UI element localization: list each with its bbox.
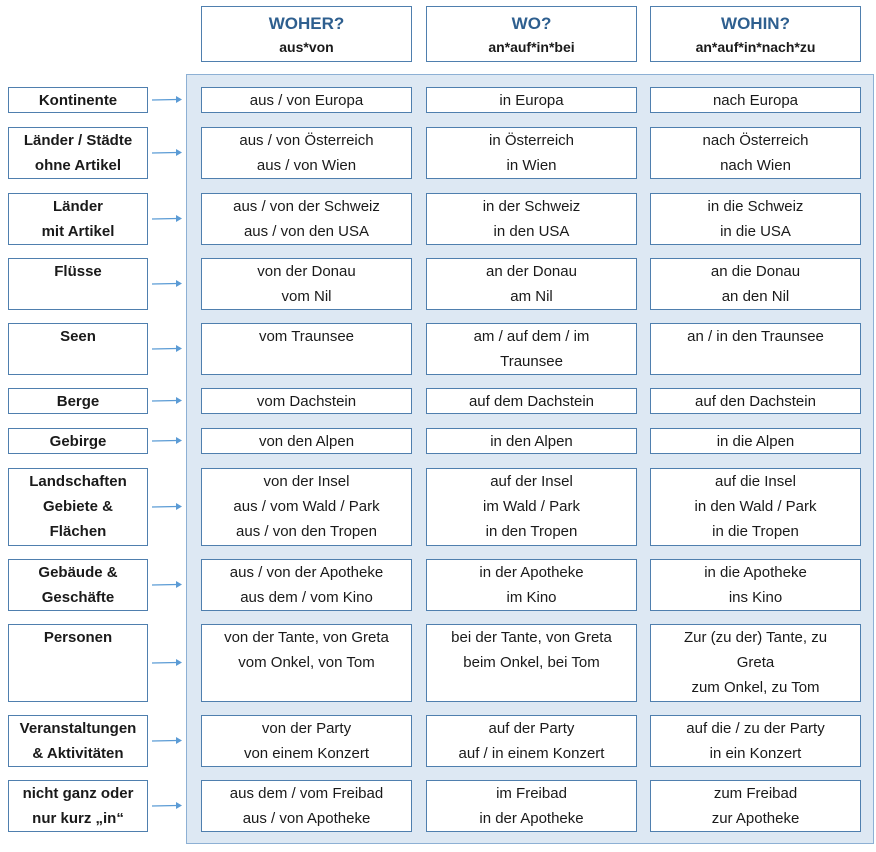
header-wohin xyxy=(650,6,861,62)
preposition-cell xyxy=(426,258,637,310)
category-text: Länder mit Artikel xyxy=(41,198,115,240)
preposition-cell xyxy=(426,87,637,113)
cell-line: auf der Insel xyxy=(490,473,573,490)
cell-line: in Europa xyxy=(499,92,564,109)
header-title: WOHIN? xyxy=(721,14,790,33)
cell-line: in den Wald / Park xyxy=(694,498,817,515)
cell-line: vom Dachstein xyxy=(256,393,357,410)
arrow-right-icon xyxy=(150,736,184,746)
arrow-right-icon xyxy=(150,436,184,446)
cell-line: zum Freibad xyxy=(713,785,798,802)
arrow-right-icon xyxy=(150,279,184,289)
header-prepositions: aus*von xyxy=(279,39,334,55)
header-title: WO? xyxy=(511,14,552,33)
preposition-cell xyxy=(201,388,412,414)
cell-line: Zur (zu der) Tante, zu xyxy=(683,629,828,646)
preposition-cell xyxy=(650,323,861,375)
arrow-right-icon xyxy=(150,396,184,406)
category-text: Veranstaltungen & Aktivitäten xyxy=(19,720,137,762)
category-label xyxy=(8,258,148,310)
cell-line: an / in den Traunsee xyxy=(687,328,824,345)
cell-line: aus / von Apotheke xyxy=(242,810,371,827)
cell-line: im Freibad xyxy=(496,785,567,802)
cell-line: Greta xyxy=(736,654,775,671)
preposition-cell xyxy=(201,715,412,767)
category-text: Landschaften Gebiete & Flächen xyxy=(29,473,127,540)
preposition-cell xyxy=(650,624,861,702)
preposition-cell xyxy=(650,87,861,113)
arrow-right-icon xyxy=(150,344,184,354)
cell-line: von der Tante, von Greta xyxy=(224,629,389,646)
preposition-cell xyxy=(426,559,637,611)
cell-line: in die USA xyxy=(720,223,791,240)
cell-line: aus / von Wien xyxy=(256,157,357,174)
header-prepositions: an*auf*in*nach*zu xyxy=(695,39,816,55)
preposition-cell xyxy=(650,193,861,245)
cell-line: vom Traunsee xyxy=(258,328,355,345)
cell-line: nach Europa xyxy=(712,92,799,109)
category-label xyxy=(8,388,148,414)
preposition-cell xyxy=(650,428,861,454)
category-label xyxy=(8,468,148,546)
category-text: Seen xyxy=(60,328,96,345)
cell-line: von der Party xyxy=(261,720,352,737)
cell-line: zum Onkel, zu Tom xyxy=(691,679,820,696)
cell-line: in Wien xyxy=(506,157,557,174)
cell-line: zur Apotheke xyxy=(711,810,800,827)
cell-line: in den Alpen xyxy=(490,433,573,450)
preposition-cell xyxy=(650,127,861,179)
category-label xyxy=(8,780,148,832)
preposition-cell xyxy=(426,468,637,546)
category-text: nicht ganz oder nur kurz „in“ xyxy=(22,785,134,827)
cell-line: auf die / zu der Party xyxy=(686,720,825,737)
cell-line: aus / von den Tropen xyxy=(236,523,377,540)
preposition-cell xyxy=(201,468,412,546)
category-text: Berge xyxy=(56,393,100,410)
cell-line: in den USA xyxy=(493,223,570,240)
category-text: Gebäude & Geschäfte xyxy=(38,564,118,606)
cell-line: aus / von Österreich xyxy=(239,132,374,149)
cell-line: bei der Tante, von Greta xyxy=(451,629,612,646)
cell-line: nach Österreich xyxy=(702,132,809,149)
category-label xyxy=(8,323,148,375)
cell-line: Traunsee xyxy=(500,353,563,370)
cell-line: aus / vom Wald / Park xyxy=(233,498,380,515)
cell-line: in der Apotheke xyxy=(479,564,584,581)
category-label xyxy=(8,428,148,454)
category-label xyxy=(8,559,148,611)
cell-line: auf den Dachstein xyxy=(695,393,816,410)
preposition-cell xyxy=(201,780,412,832)
cell-line: in der Schweiz xyxy=(482,198,581,215)
cell-line: in die Tropen xyxy=(712,523,799,540)
cell-line: in Österreich xyxy=(488,132,575,149)
cell-line: an den Nil xyxy=(721,288,790,305)
preposition-cell xyxy=(650,468,861,546)
cell-line: beim Onkel, bei Tom xyxy=(463,654,600,671)
preposition-cell xyxy=(426,780,637,832)
preposition-cell xyxy=(201,428,412,454)
arrow-right-icon xyxy=(150,580,184,590)
cell-line: auf / in einem Konzert xyxy=(458,745,605,762)
preposition-cell xyxy=(201,323,412,375)
category-text: Kontinente xyxy=(38,92,118,109)
cell-line: in den Tropen xyxy=(485,523,578,540)
cell-line: ins Kino xyxy=(728,589,783,606)
preposition-cell xyxy=(201,624,412,702)
cell-line: an die Donau xyxy=(710,263,801,280)
cell-line: am / auf dem / im xyxy=(473,328,590,345)
arrow-right-icon xyxy=(150,214,184,224)
header-prepositions: an*auf*in*bei xyxy=(488,39,575,55)
cell-line: von der Insel xyxy=(263,473,350,490)
arrow-right-icon xyxy=(150,502,184,512)
cell-line: aus dem / vom Freibad xyxy=(229,785,384,802)
category-text: Personen xyxy=(43,629,113,646)
arrow-right-icon xyxy=(150,148,184,158)
preposition-cell xyxy=(650,780,861,832)
header-woher xyxy=(201,6,412,62)
cell-line: auf die Insel xyxy=(715,473,796,490)
cell-line: in die Apotheke xyxy=(704,564,807,581)
cell-line: aus / von der Schweiz xyxy=(233,198,380,215)
preposition-cell xyxy=(201,193,412,245)
preposition-cell xyxy=(201,258,412,310)
preposition-cell xyxy=(650,559,861,611)
category-text: Flüsse xyxy=(54,263,102,280)
preposition-cell xyxy=(426,323,637,375)
preposition-cell xyxy=(201,559,412,611)
cell-line: auf der Party xyxy=(488,720,575,737)
header-title: WOHER? xyxy=(268,14,345,33)
category-label xyxy=(8,127,148,179)
category-text: Gebirge xyxy=(49,433,107,450)
arrow-right-icon xyxy=(150,95,184,105)
category-label xyxy=(8,715,148,767)
preposition-cell xyxy=(650,258,861,310)
cell-line: aus dem / vom Kino xyxy=(240,589,373,606)
category-label xyxy=(8,193,148,245)
cell-line: aus / von den USA xyxy=(243,223,370,240)
preposition-cell xyxy=(650,715,861,767)
arrow-right-icon xyxy=(150,801,184,811)
cell-line: im Kino xyxy=(506,589,557,606)
cell-line: an der Donau xyxy=(486,263,577,280)
cell-line: von der Donau xyxy=(257,263,356,280)
cell-line: in die Alpen xyxy=(716,433,795,450)
cell-line: im Wald / Park xyxy=(483,498,580,515)
cell-line: in der Apotheke xyxy=(479,810,584,827)
preposition-cell xyxy=(426,715,637,767)
preposition-cell xyxy=(201,127,412,179)
preposition-cell xyxy=(426,193,637,245)
cell-line: in ein Konzert xyxy=(709,745,802,762)
preposition-cell xyxy=(650,388,861,414)
header-wo xyxy=(426,6,637,62)
cell-line: nach Wien xyxy=(720,157,791,174)
cell-line: am Nil xyxy=(510,288,553,305)
arrow-right-icon xyxy=(150,658,184,668)
category-label xyxy=(8,624,148,702)
preposition-cell xyxy=(201,87,412,113)
cell-line: vom Nil xyxy=(281,288,332,305)
cell-line: aus / von Europa xyxy=(249,92,364,109)
cell-line: vom Onkel, von Tom xyxy=(238,654,375,671)
cell-line: von den Alpen xyxy=(258,433,355,450)
preposition-cell xyxy=(426,624,637,702)
category-label xyxy=(8,87,148,113)
preposition-cell xyxy=(426,127,637,179)
category-text: Länder / Städte ohne Artikel xyxy=(23,132,133,174)
preposition-cell xyxy=(426,428,637,454)
cell-line: auf dem Dachstein xyxy=(468,393,595,410)
cell-line: von einem Konzert xyxy=(243,745,370,762)
cell-line: aus / von der Apotheke xyxy=(229,564,384,581)
cell-line: in die Schweiz xyxy=(707,198,804,215)
preposition-cell xyxy=(426,388,637,414)
